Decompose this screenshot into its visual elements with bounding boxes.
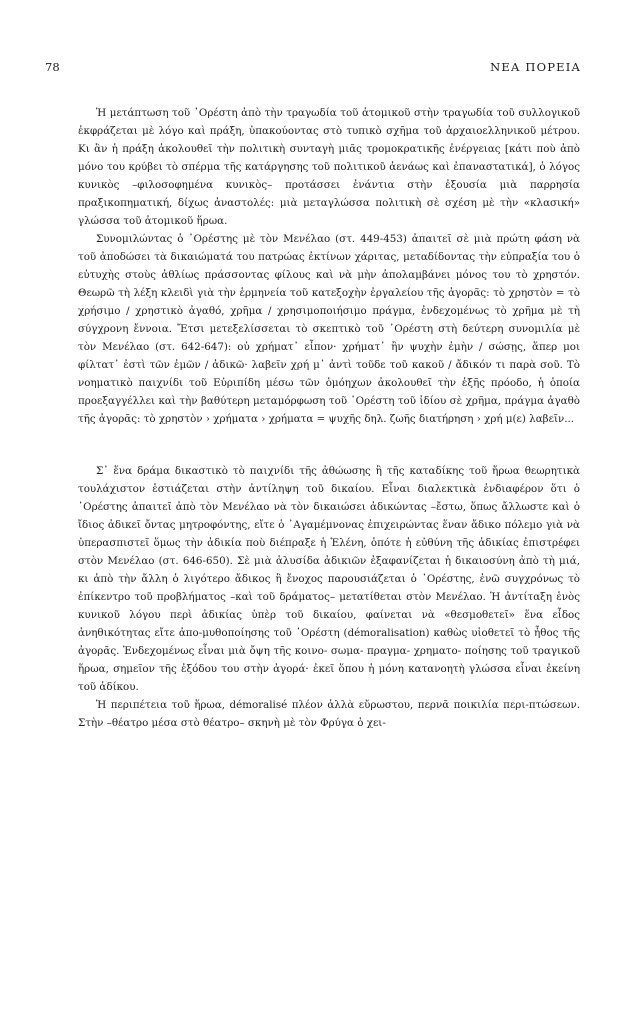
page-header <box>45 60 581 74</box>
paragraph-2: Συνομιλώντας ὁ ᾿Ορέστης μὲ τὸν Μενέλαο (στ. 449-453) ἀπαιτεῖ σὲ μιὰ πρώτη φάση νὰ τοῦ ἀποδώσει τὰ δικαιώματά του πατρώας ἐκτίνων χάριτας, μεταδίδοντας τὴν εὐπραξία του ὁ εὐτυχὴς στοὺς ἀθλίως πράσσοντας φίλους καὶ νὰ μὴν ἀπολαμβάνει μόνος του τὸ χρηστόν. Θεωρῶ τὴ λέξη κλειδὶ γιὰ τὴν ἑρμηνεία τοῦ κατεξοχὴν ἐργαλείου τῆς ἀγορᾶς: τὸ χρηστὸν = τὸ χρήσιμο / χρηστικὸ ἀγαθό, χρῆμα / χρησιμοποιήσιμο πράγμα, ἐνδεχομένως τὸ χρῆμα μὲ τὴ σύγχρονη ἔννοια. Ἔτσι μετεξελίσσεται τὸ σκεπτικὸ τοῦ ᾿Ορέστη στὴ δεύτερη συνομιλία μὲ τὸν Μενέλαο (στ. 642-647): οὐ χρήματ᾿ εἶπον· χρήματ᾿ ἢν ψυχὴν ἐμὴν / σώσῃς, ἅπερ μοι φίλτατ᾿ ἐστὶ τῶν ἐμῶν / ἀδικῶ· λαβεῖν χρή μ᾿ ἀντὶ τοῦδε τοῦ κακοῦ / ἄδικόν τι παρὰ σοῦ. Τὸ νοηματικὸ παιχνίδι τοῦ Εὐριπίδη μέσω τῶν ὁμόηχων ἀκολουθεῖ τὴν ἑξῆς πρόοδο, ἡ ὁποία προεξαγγέλλει καὶ τὴν βαθύτερη μεταμόρφωση τοῦ ᾿Ορέστη τοῦ ἰδίου σὲ χρῆμα, πράγμα ἀγαθὸ τῆς ἀγορᾶς: τὸ χρηστὸν › χρήματα › χρήματα = ψυχῆς δηλ. ζωῆς διατήρηση › χρή μ(ε) λαβεῖν... <box>78 233 580 425</box>
paragraph-4: Ἡ περιπέτεια τοῦ ἥρωα, démoralisé πλέον ἀλλὰ εὔρωστου, περνᾶ ποικιλία περι-πτώσεων. Στὴν –θέατρο μέσα στὸ θέατρο– σκηνὴ μὲ τὸν Φρύγα ὁ χει- <box>78 699 580 729</box>
paragraph-3: Σ᾿ ἕνα δράμα δικαστικὸ τὸ παιχνίδι τῆς ἀθώωσης ἢ τῆς καταδίκης τοῦ ἥρωα θεωρητικὰ τουλάχιστον ἑστιάζεται στὴν ἀντίληψη τοῦ δικαίου. Εἶναι διαλεκτικὰ ἐνδιαφέρον ὅτι ὁ ᾿Ορέστης ἀπαιτεῖ ἀπὸ τὸν Μενέλαο νὰ τὸν δικαιώσει ἀδικώντας –ἔστω, ὅπως ἄλλωστε καὶ ὁ ἴδιος ἀδικεῖ ὄντας μητροφόντης, εἴτε ὁ ᾿Αγαμέμνονας ἐπιχειρώντας ἕναν ἄδικο πόλεμο γιὰ νὰ ὑπερασπιστεῖ ὅμως τὴν ἀδικία ποὺ διέπραξε ἡ Ἑλένη, ὁπότε ἡ εὐθύνη τῆς ἀδικίας ἐπιστρέφει στὸν Μενέλαο (στ. 646-650). Σὲ μιὰ ἁλυσίδα ἀδικιῶν ἐξαφανίζεται ἡ δικαιοσύνη ἀπὸ τὴ μιά, κι ἀπὸ τὴν ἄλλη ὁ λιγότερο ἄδικος ἢ ἔνοχος παρουσιάζεται ὁ ᾿Ορέστης, ἐνῶ συγχρόνως τὸ ἐπίκεντρο τοῦ προβλήματος –καὶ τοῦ δράματος– μετατίθεται στὸν Μενέλαο. Ἡ ἀντίταξη ἑνὸς κυνικοῦ λόγου περὶ ἀδικίας ὑπὲρ τοῦ δικαίου, φαίνεται νὰ «θεσμοθετεῖ» ἕνα εἶδος ἀνηθικότητας εἴτε ἀπο-μυθοποίησης τοῦ ᾿Ορέστη (démoralisation) καθὼς υἱοθετεῖ τὸ ἦθος τῆς ἀγορᾶς. Ἐνδεχομένως εἶναι μιὰ ὄψη τῆς κοινο- σωμα- πραγμα- χρηματο- ποίησης τοῦ τραγικοῦ ἥρωα, σημεῖον τῆς ἐξόδου του στὴν ἀγορά· ἐκεῖ ὅπου ἡ μόνη κατανοητὴ γλώσσα εἶναι ἐκείνη τοῦ ἀδίκου. <box>78 465 580 693</box>
article-body <box>78 104 580 732</box>
paragraph-1: Ἡ μετάπτωση τοῦ ᾿Ορέστη ἀπὸ τὴν τραγωδία τοῦ ἀτομικοῦ στὴν τραγωδία τοῦ συλλογικοῦ ἐκφράζεται μὲ λόγο καὶ πράξη, ὑπακούοντας στὸ τυπικὸ σχῆμα τοῦ ἀρχαιοελληνικοῦ μέτρου. Κι ἂν ἡ πράξη ἀκολουθεῖ τὴν πολιτικὴ συνταγὴ μιᾶς τρομοκρατικῆς ἐνέργειας [κάτι ποὺ ἀπὸ μόνο του κρύβει τὸ σπέρμα τῆς κατάργησης τοῦ πολιτικοῦ ἀενάως καὶ ἐπαναστατικά], ὁ λόγος κυνικὸς –φιλοσοφημένα κυνικὸς– προτάσσει ἐνάντια στὴν ἐξουσία μιὰ παρρησία πραξικοπηματική, δίχως ἀναστολές: μιὰ μεταγλώσσα πολιτικὴ σὲ σχέση μὲ τὴν «κλασική» γλώσσα τοῦ ἀτομικοῦ ἥρωα. <box>78 107 580 227</box>
journal-title: ΝΕΑ ΠΟΡΕΙΑ <box>490 60 581 74</box>
page-number: 78 <box>45 60 60 74</box>
